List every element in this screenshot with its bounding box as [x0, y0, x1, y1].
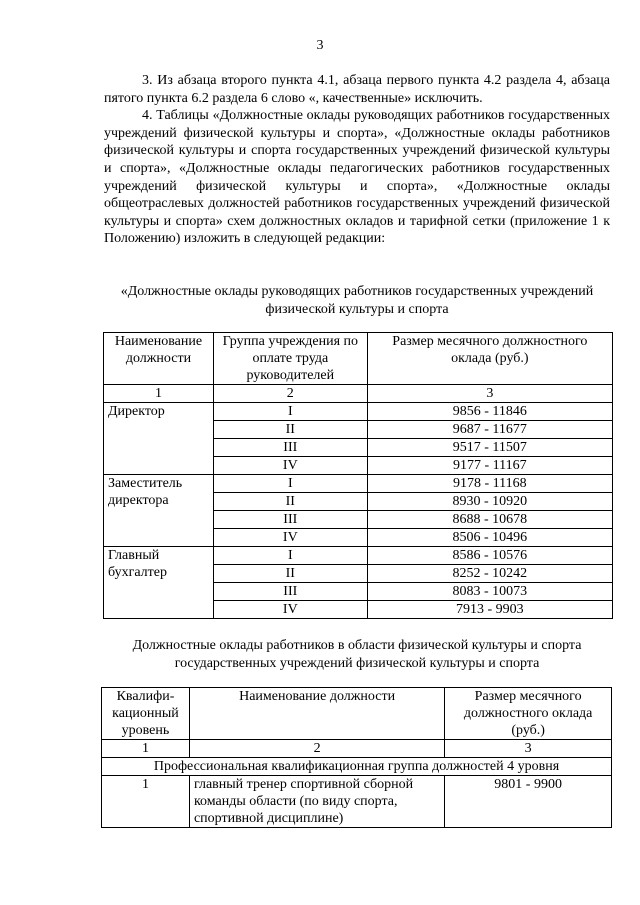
- table2-section-label: Профессиональная квалификационная группа должностей 4 уровня: [102, 758, 612, 776]
- table1-number-row: [104, 385, 613, 403]
- table1-group-cell: IV: [213, 529, 367, 547]
- table1-group-cell: III: [213, 439, 367, 457]
- table1-num-3: 3: [367, 385, 612, 403]
- table2-num-1: 1: [102, 740, 190, 758]
- table1-num-2: 2: [213, 385, 367, 403]
- paragraph-4: 4. Таблицы «Должностные оклады руководящих работников государственных учреждений физической культуры и спорта», «Должностные оклады работников физической культуры и спорта государственных учреждений физической культуры и спорта», «Должностные оклады педагогических работников государственных учреждений физической культуры и спорта», «Должностные оклады общеотраслевых должностей работников государственных учреждений физической культуры и спорта» схем должностных окладов и тарифной сетки (приложение 1 к Положению) изложить в следующей редакции:: [104, 108, 610, 247]
- table1-salary-cell: 8506 - 10496: [367, 529, 612, 547]
- table1-group-cell: IV: [213, 601, 367, 619]
- body-text: [104, 72, 610, 248]
- table1-salary-cell: 8586 - 10576: [367, 547, 612, 565]
- table1-position-cell: Главный бухгалтер: [104, 547, 214, 619]
- salary-table-management: [103, 332, 613, 619]
- table1-num-1: 1: [104, 385, 214, 403]
- table2-level-cell: 1: [102, 776, 190, 828]
- table2-number-row: [102, 740, 612, 758]
- table2-salary-cell: 9801 - 9900: [445, 776, 612, 828]
- table1-salary-cell: 9856 - 11846: [367, 403, 612, 421]
- table2-num-3: 3: [445, 740, 612, 758]
- table2-header-level: Квалифи-кационный уровень: [102, 688, 190, 740]
- table1-salary-cell: 9178 - 11168: [367, 475, 612, 493]
- table1-group-cell: IV: [213, 457, 367, 475]
- table1-position-cell: Директор: [104, 403, 214, 475]
- table2-section-row: [102, 758, 612, 776]
- salary-table-sport-workers: [101, 687, 612, 828]
- table1-salary-cell: 8083 - 10073: [367, 583, 612, 601]
- table1-salary-cell: 8252 - 10242: [367, 565, 612, 583]
- table1-header-position: Наименование должности: [104, 333, 214, 385]
- table1-salary-cell: 9517 - 11507: [367, 439, 612, 457]
- table2-header-position: Наименование должности: [189, 688, 444, 740]
- table-row: [104, 475, 613, 493]
- table1-group-cell: I: [213, 403, 367, 421]
- table1-group-cell: II: [213, 421, 367, 439]
- table1-position-cell: Заместитель директора: [104, 475, 214, 547]
- table-row: [102, 776, 612, 828]
- table1-group-cell: III: [213, 511, 367, 529]
- table1-header-salary: Размер месячного должностного оклада (руб.): [367, 333, 612, 385]
- table1-group-cell: I: [213, 475, 367, 493]
- page-number: 3: [316, 38, 324, 53]
- table1-salary-cell: 7913 - 9903: [367, 601, 612, 619]
- table2-header-salary: Размер месячного должностного оклада (руб.): [445, 688, 612, 740]
- table-row: [104, 403, 613, 421]
- table1-salary-cell: 8930 - 10920: [367, 493, 612, 511]
- table1-salary-cell: 9687 - 11677: [367, 421, 612, 439]
- table1-caption: «Должностные оклады руководящих работников государственных учреждений физической культуры и спорта: [120, 284, 594, 317]
- table2-caption: Должностные оклады работников в области физической культуры и спорта государственных учреждений физической культуры и спорта: [132, 638, 582, 671]
- table1-group-cell: I: [213, 547, 367, 565]
- table1-header-group: Группа учреждения по оплате труда руководителей: [213, 333, 367, 385]
- table1-group-cell: III: [213, 583, 367, 601]
- table1-salary-cell: 9177 - 11167: [367, 457, 612, 475]
- table1-group-cell: II: [213, 493, 367, 511]
- paragraph-3: 3. Из абзаца второго пункта 4.1, абзаца первого пункта 4.2 раздела 4, абзаца пятого пункта 6.2 раздела 6 слово «, качественные» исключить.: [104, 73, 610, 106]
- table2-num-2: 2: [189, 740, 444, 758]
- table1-group-cell: II: [213, 565, 367, 583]
- table1-salary-cell: 8688 - 10678: [367, 511, 612, 529]
- table2-position-cell: главный тренер спортивной сборной команды области (по виду спорта, спортивной дисциплине): [189, 776, 444, 828]
- table-row: [104, 547, 613, 565]
